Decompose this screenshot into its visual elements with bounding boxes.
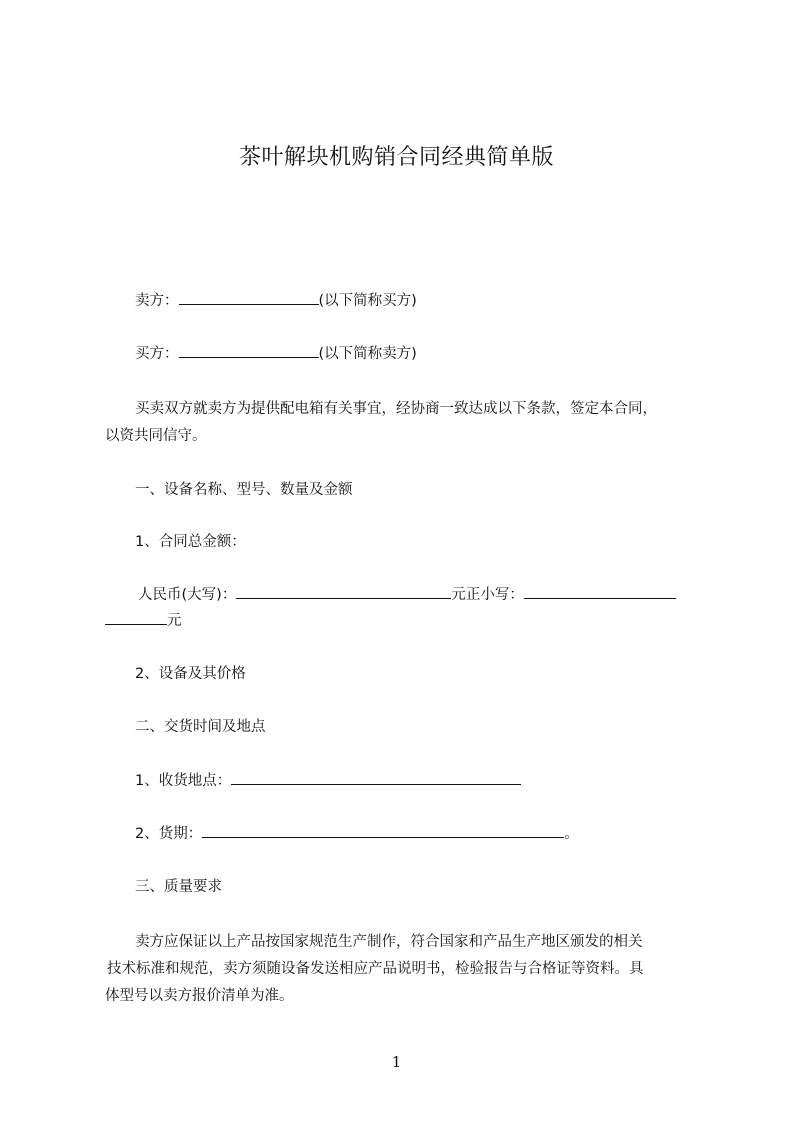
delivery-time-end: 。 — [564, 826, 579, 842]
seller-label: 卖方： — [135, 293, 179, 309]
quality-paragraph-line2: 技术标准和规范，卖方须随设备发送相应产品说明书，检验报告与合格证等资料。具 — [107, 961, 644, 977]
section2-heading: 二、交货时间及地点 — [135, 719, 266, 735]
buyer-suffix: (以下简称卖方) — [318, 346, 417, 362]
rmb-lower-blank[interactable] — [524, 583, 676, 599]
delivery-time-blank[interactable] — [202, 822, 564, 838]
quality-paragraph-line3: 体型号以卖方报价清单为准。 — [105, 988, 294, 1004]
delivery-time-label: 2、货期： — [135, 826, 203, 842]
item2-label: 2、设备及其价格 — [135, 666, 246, 682]
document-title: 茶叶解块机购销合同经典简单版 — [238, 145, 554, 170]
section3-heading: 三、质量要求 — [135, 879, 222, 895]
rmb-upper-label: 人民币(大写)： — [138, 587, 237, 603]
delivery-place-blank[interactable] — [231, 769, 521, 785]
delivery-time-line — [105, 821, 735, 847]
rmb-upper-blank[interactable] — [236, 583, 451, 599]
buyer-line — [105, 341, 735, 367]
rmb-lower-blank-cont[interactable] — [105, 609, 167, 625]
seller-line — [105, 288, 735, 314]
section1-heading: 一、设备名称、型号、数量及金额 — [135, 482, 353, 498]
rmb-amount-line — [105, 582, 738, 608]
seller-suffix: (以下简称买方) — [318, 293, 417, 309]
intro-paragraph-line2: 以资共同信守。 — [105, 428, 207, 444]
page-number: 1 — [391, 1053, 402, 1071]
delivery-place-label: 1、收货地点： — [135, 773, 232, 789]
intro-paragraph-line1: 买卖双方就卖方为提供配电箱有关事宜，经协商一致达成以下条款，签定本合同， — [135, 401, 657, 417]
buyer-name-blank[interactable] — [179, 342, 319, 358]
quality-paragraph-line1: 卖方应保证以上产品按国家规范生产制作，符合国家和产品生产地区颁发的相关 — [135, 934, 643, 950]
rmb-end-text: 元 — [167, 613, 182, 629]
rmb-mid-text: 元正小写： — [451, 587, 524, 603]
buyer-label: 买方： — [135, 346, 179, 362]
item1-label: 1、合同总金额： — [135, 534, 246, 550]
seller-name-blank[interactable] — [179, 289, 319, 305]
rmb-amount-line2 — [105, 608, 705, 634]
delivery-place-line — [105, 768, 735, 794]
